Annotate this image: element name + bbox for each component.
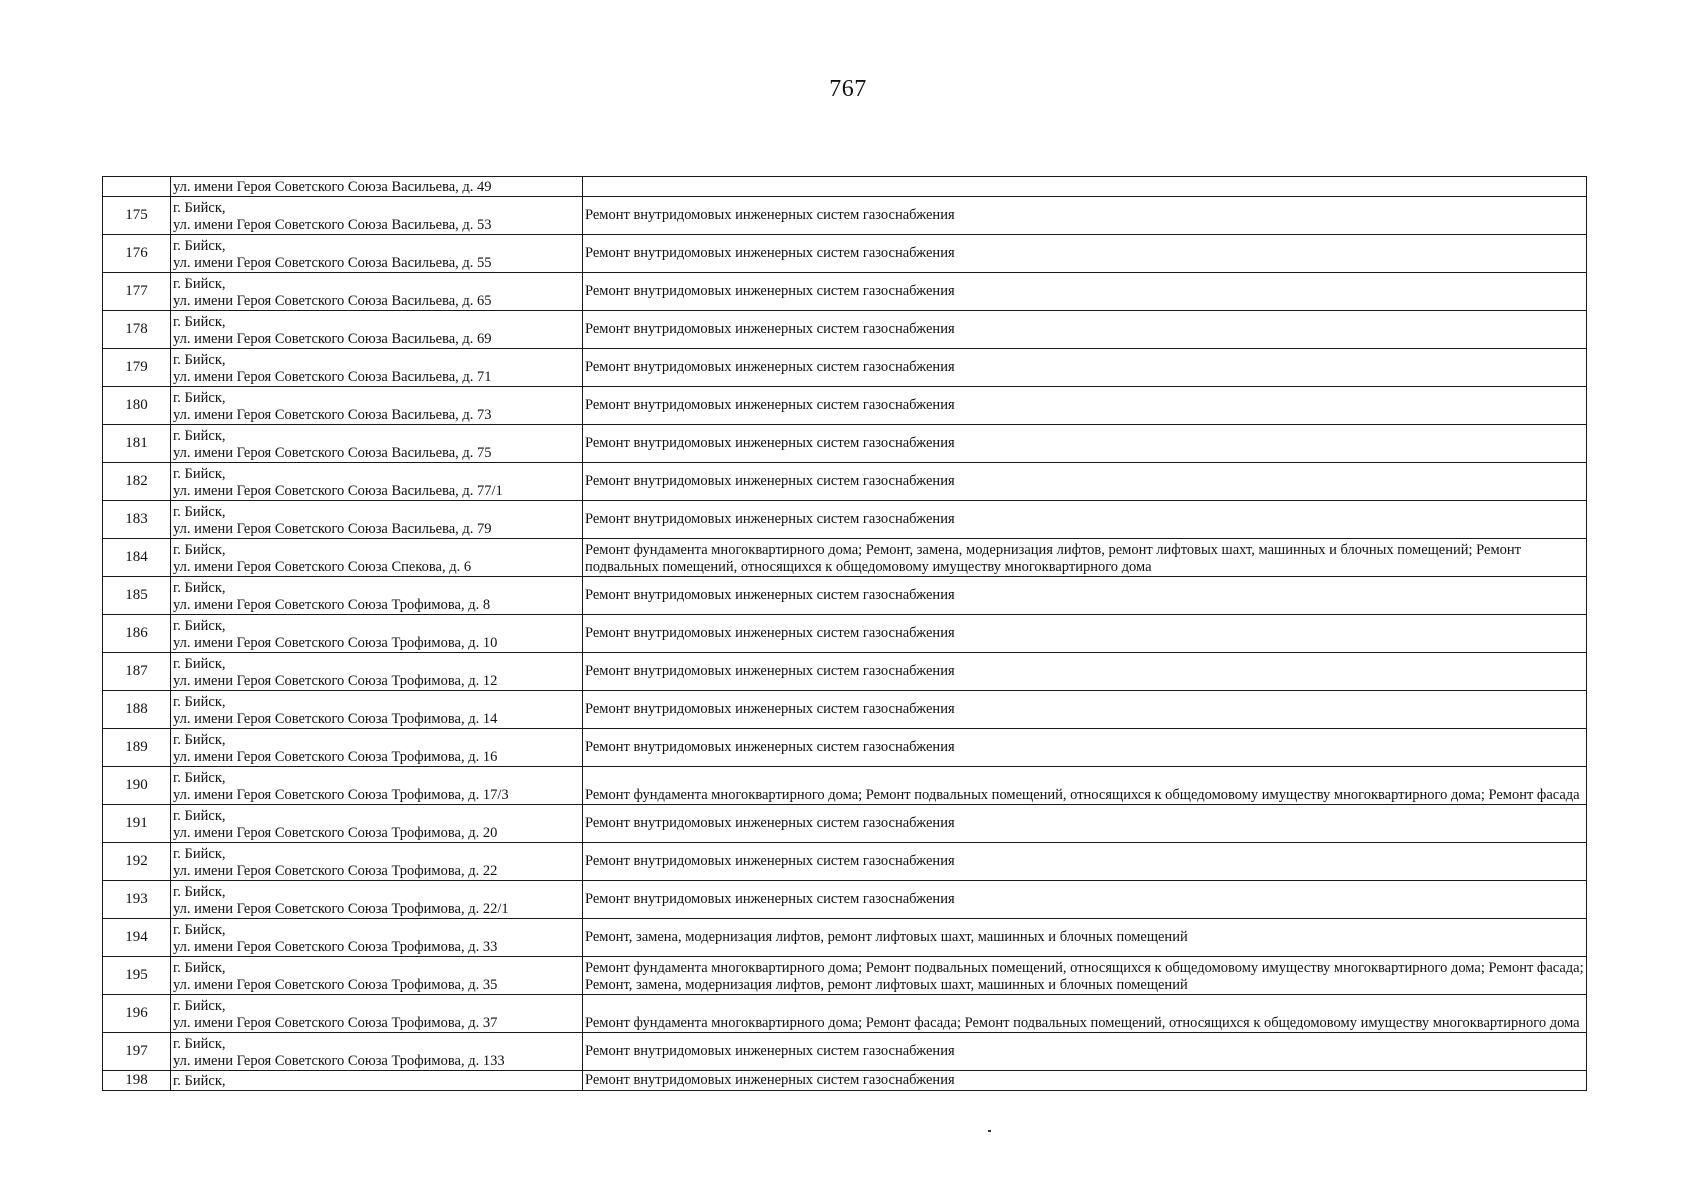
address-street: ул. имени Героя Советского Союза Васильева, д. 65 bbox=[173, 293, 492, 309]
work-description: Ремонт внутридомовых инженерных систем газоснабжения bbox=[585, 1043, 955, 1059]
table-row bbox=[103, 957, 1587, 995]
work-description: Ремонт фундамента многоквартирного дома; Ремонт фасада; Ремонт подвальных помещений, относящихся к общедомовому имуществу многоквартирного дома bbox=[585, 1015, 1580, 1031]
row-work bbox=[583, 881, 1587, 919]
row-work bbox=[583, 177, 1587, 197]
address-street: ул. имени Героя Советского Союза Трофимова, д. 37 bbox=[173, 1015, 498, 1031]
row-number: 184 bbox=[103, 539, 171, 577]
row-number: 198 bbox=[103, 1071, 171, 1091]
row-number: 180 bbox=[103, 387, 171, 425]
address-city: г. Бийск, bbox=[173, 504, 226, 520]
row-number: 185 bbox=[103, 577, 171, 615]
work-description: Ремонт внутридомовых инженерных систем газоснабжения bbox=[585, 511, 955, 527]
work-description: Ремонт внутридомовых инженерных систем газоснабжения bbox=[585, 359, 955, 375]
row-address bbox=[171, 349, 583, 387]
row-work bbox=[583, 349, 1587, 387]
address-street: ул. имени Героя Советского Союза Трофимова, д. 22/1 bbox=[173, 901, 509, 917]
address-street: ул. имени Героя Советского Союза Трофимова, д. 16 bbox=[173, 749, 498, 765]
address-city: г. Бийск, bbox=[173, 200, 226, 216]
row-address bbox=[171, 387, 583, 425]
row-address bbox=[171, 311, 583, 349]
address-street: ул. имени Героя Советского Союза Трофимова, д. 35 bbox=[173, 977, 498, 993]
row-number: 197 bbox=[103, 1033, 171, 1071]
table-row bbox=[103, 919, 1587, 957]
row-number: 183 bbox=[103, 501, 171, 539]
row-address bbox=[171, 691, 583, 729]
table-row bbox=[103, 387, 1587, 425]
row-number: 179 bbox=[103, 349, 171, 387]
address-city: г. Бийск, bbox=[173, 960, 226, 976]
table-row-continued bbox=[103, 177, 1587, 197]
row-work bbox=[583, 615, 1587, 653]
address-city: г. Бийск, bbox=[173, 808, 226, 824]
row-number: 176 bbox=[103, 235, 171, 273]
address-street: ул. имени Героя Советского Союза Трофимова, д. 133 bbox=[173, 1053, 505, 1069]
address-city: г. Бийск, bbox=[173, 1036, 226, 1052]
table-row bbox=[103, 197, 1587, 235]
row-address bbox=[171, 995, 583, 1033]
row-number: 192 bbox=[103, 843, 171, 881]
address-city: г. Бийск, bbox=[173, 884, 226, 900]
address-city: г. Бийск, bbox=[173, 922, 226, 938]
table-row bbox=[103, 653, 1587, 691]
address-city: г. Бийск, bbox=[173, 998, 226, 1014]
row-address bbox=[171, 425, 583, 463]
row-work bbox=[583, 805, 1587, 843]
row-work bbox=[583, 1071, 1587, 1091]
table-row bbox=[103, 539, 1587, 577]
work-description: Ремонт фундамента многоквартирного дома; Ремонт, замена, модернизация лифтов, ремонт лифтовых шахт, машинных и блочных помещений; Ремонт подвальных помещений, относящихся к общедомовому имуществу многоквартирного дома bbox=[585, 542, 1522, 575]
row-work bbox=[583, 463, 1587, 501]
table-row bbox=[103, 349, 1587, 387]
row-work bbox=[583, 919, 1587, 957]
table-row-last bbox=[103, 1071, 1587, 1091]
row-number: 187 bbox=[103, 653, 171, 691]
address-city: г. Бийск, bbox=[173, 694, 226, 710]
row-number: 181 bbox=[103, 425, 171, 463]
row-address bbox=[171, 1033, 583, 1071]
row-address bbox=[171, 729, 583, 767]
row-work bbox=[583, 957, 1587, 995]
row-number: 196 bbox=[103, 995, 171, 1033]
row-work bbox=[583, 539, 1587, 577]
address-city: г. Бийск, bbox=[173, 238, 226, 254]
address-street: ул. имени Героя Советского Союза Трофимова, д. 14 bbox=[173, 711, 498, 727]
row-number: 188 bbox=[103, 691, 171, 729]
address-street: ул. имени Героя Советского Союза Васильева, д. 73 bbox=[173, 407, 492, 423]
row-address bbox=[171, 957, 583, 995]
address-street: ул. имени Героя Советского Союза Трофимова, д. 33 bbox=[173, 939, 498, 955]
work-description: Ремонт внутридомовых инженерных систем газоснабжения bbox=[585, 853, 955, 869]
row-number: 178 bbox=[103, 311, 171, 349]
row-address bbox=[171, 767, 583, 805]
row-address bbox=[171, 501, 583, 539]
address-street: ул. имени Героя Советского Союза Васильева, д. 49 bbox=[173, 179, 492, 195]
work-description: Ремонт фундамента многоквартирного дома; Ремонт подвальных помещений, относящихся к общедомовому имуществу многоквартирного дома; Ремонт фасада; Ремонт, замена, модернизация лифтов, ремонт лифтовых шахт, машинных и блочных помещений bbox=[585, 960, 1584, 993]
row-number: 194 bbox=[103, 919, 171, 957]
row-work bbox=[583, 387, 1587, 425]
work-description: Ремонт внутридомовых инженерных систем газоснабжения bbox=[585, 435, 955, 451]
work-description: Ремонт внутридомовых инженерных систем газоснабжения bbox=[585, 815, 955, 831]
row-address bbox=[171, 177, 583, 197]
work-description: Ремонт внутридомовых инженерных систем газоснабжения bbox=[585, 891, 955, 907]
address-city: г. Бийск, bbox=[173, 580, 226, 596]
table-row bbox=[103, 691, 1587, 729]
row-address bbox=[171, 1071, 583, 1091]
row-number: 175 bbox=[103, 197, 171, 235]
table-row bbox=[103, 1033, 1587, 1071]
row-address bbox=[171, 577, 583, 615]
work-description: Ремонт внутридомовых инженерных систем газоснабжения bbox=[585, 1072, 955, 1088]
row-number: 190 bbox=[103, 767, 171, 805]
row-work bbox=[583, 425, 1587, 463]
table-row bbox=[103, 501, 1587, 539]
row-address bbox=[171, 539, 583, 577]
row-work bbox=[583, 995, 1587, 1033]
table-row bbox=[103, 577, 1587, 615]
address-street: ул. имени Героя Советского Союза Васильева, д. 69 bbox=[173, 331, 492, 347]
row-work bbox=[583, 273, 1587, 311]
table-row bbox=[103, 273, 1587, 311]
row-address bbox=[171, 463, 583, 501]
address-street: ул. имени Героя Советского Союза Спекова, д. 6 bbox=[173, 559, 472, 575]
row-address bbox=[171, 615, 583, 653]
row-work bbox=[583, 311, 1587, 349]
address-street: ул. имени Героя Советского Союза Васильева, д. 77/1 bbox=[173, 483, 503, 499]
row-address bbox=[171, 919, 583, 957]
address-street: ул. имени Героя Советского Союза Трофимова, д. 12 bbox=[173, 673, 498, 689]
address-city: г. Бийск, bbox=[173, 846, 226, 862]
work-description: Ремонт внутридомовых инженерных систем газоснабжения bbox=[585, 283, 955, 299]
work-description: Ремонт внутридомовых инженерных систем газоснабжения bbox=[585, 473, 955, 489]
table-row bbox=[103, 995, 1587, 1033]
address-city: г. Бийск, bbox=[173, 656, 226, 672]
work-description: Ремонт внутридомовых инженерных систем газоснабжения bbox=[585, 663, 955, 679]
row-work bbox=[583, 843, 1587, 881]
row-address bbox=[171, 653, 583, 691]
address-city: г. Бийск, bbox=[173, 542, 226, 558]
address-city: г. Бийск, bbox=[173, 466, 226, 482]
address-city: г. Бийск, bbox=[173, 314, 226, 330]
row-work bbox=[583, 767, 1587, 805]
address-street: ул. имени Героя Советского Союза Васильева, д. 79 bbox=[173, 521, 492, 537]
row-address bbox=[171, 881, 583, 919]
row-address bbox=[171, 843, 583, 881]
row-work bbox=[583, 653, 1587, 691]
row-number: 182 bbox=[103, 463, 171, 501]
row-address bbox=[171, 273, 583, 311]
table-row bbox=[103, 463, 1587, 501]
row-number: 195 bbox=[103, 957, 171, 995]
address-street: ул. имени Героя Советского Союза Васильева, д. 71 bbox=[173, 369, 492, 385]
address-city: г. Бийск, bbox=[173, 352, 226, 368]
table-row bbox=[103, 843, 1587, 881]
table-row bbox=[103, 615, 1587, 653]
row-work bbox=[583, 729, 1587, 767]
work-description: Ремонт внутридомовых инженерных систем газоснабжения bbox=[585, 245, 955, 261]
row-work bbox=[583, 501, 1587, 539]
work-description: Ремонт внутридомовых инженерных систем газоснабжения bbox=[585, 739, 955, 755]
table-row bbox=[103, 425, 1587, 463]
address-city: г. Бийск, bbox=[173, 276, 226, 292]
work-description: Ремонт, замена, модернизация лифтов, ремонт лифтовых шахт, машинных и блочных помещений bbox=[585, 929, 1188, 945]
row-work bbox=[583, 691, 1587, 729]
work-description: Ремонт внутридомовых инженерных систем газоснабжения bbox=[585, 625, 955, 641]
address-city: г. Бийск, bbox=[173, 618, 226, 634]
address-street: ул. имени Героя Советского Союза Трофимова, д. 17/3 bbox=[173, 787, 509, 803]
table-row bbox=[103, 805, 1587, 843]
work-description: Ремонт внутридомовых инженерных систем газоснабжения bbox=[585, 701, 955, 717]
work-description: Ремонт внутридомовых инженерных систем газоснабжения bbox=[585, 587, 955, 603]
work-description: Ремонт внутридомовых инженерных систем газоснабжения bbox=[585, 321, 955, 337]
table-row bbox=[103, 729, 1587, 767]
address-city: г. Бийск, bbox=[173, 732, 226, 748]
address-street: ул. имени Героя Советского Союза Васильева, д. 53 bbox=[173, 217, 492, 233]
repair-registry-table bbox=[102, 176, 1587, 1091]
registry-body bbox=[103, 177, 1587, 1091]
row-address bbox=[171, 197, 583, 235]
address-street: ул. имени Героя Советского Союза Трофимова, д. 20 bbox=[173, 825, 498, 841]
address-city: г. Бийск, bbox=[173, 1073, 226, 1089]
page-number: 767 bbox=[829, 76, 867, 102]
table-row bbox=[103, 235, 1587, 273]
address-street: ул. имени Героя Советского Союза Васильева, д. 75 bbox=[173, 445, 492, 461]
work-description: Ремонт внутридомовых инженерных систем газоснабжения bbox=[585, 397, 955, 413]
address-street: ул. имени Героя Советского Союза Васильева, д. 55 bbox=[173, 255, 492, 271]
row-work bbox=[583, 235, 1587, 273]
work-description: Ремонт фундамента многоквартирного дома; Ремонт подвальных помещений, относящихся к общедомовому имуществу многоквартирного дома; Ремонт фасада bbox=[585, 787, 1580, 803]
scan-speck bbox=[988, 1130, 991, 1132]
row-address bbox=[171, 235, 583, 273]
row-number bbox=[103, 177, 171, 197]
address-street: ул. имени Героя Советского Союза Трофимова, д. 22 bbox=[173, 863, 498, 879]
row-work bbox=[583, 577, 1587, 615]
row-number: 186 bbox=[103, 615, 171, 653]
row-address bbox=[171, 805, 583, 843]
table-row bbox=[103, 881, 1587, 919]
row-number: 189 bbox=[103, 729, 171, 767]
address-city: г. Бийск, bbox=[173, 770, 226, 786]
table-row bbox=[103, 767, 1587, 805]
work-description: Ремонт внутридомовых инженерных систем газоснабжения bbox=[585, 207, 955, 223]
address-street: ул. имени Героя Советского Союза Трофимова, д. 8 bbox=[173, 597, 491, 613]
address-street: ул. имени Героя Советского Союза Трофимова, д. 10 bbox=[173, 635, 498, 651]
row-work bbox=[583, 197, 1587, 235]
address-city: г. Бийск, bbox=[173, 428, 226, 444]
table-row bbox=[103, 311, 1587, 349]
row-number: 193 bbox=[103, 881, 171, 919]
row-number: 177 bbox=[103, 273, 171, 311]
row-number: 191 bbox=[103, 805, 171, 843]
row-work bbox=[583, 1033, 1587, 1071]
address-city: г. Бийск, bbox=[173, 390, 226, 406]
